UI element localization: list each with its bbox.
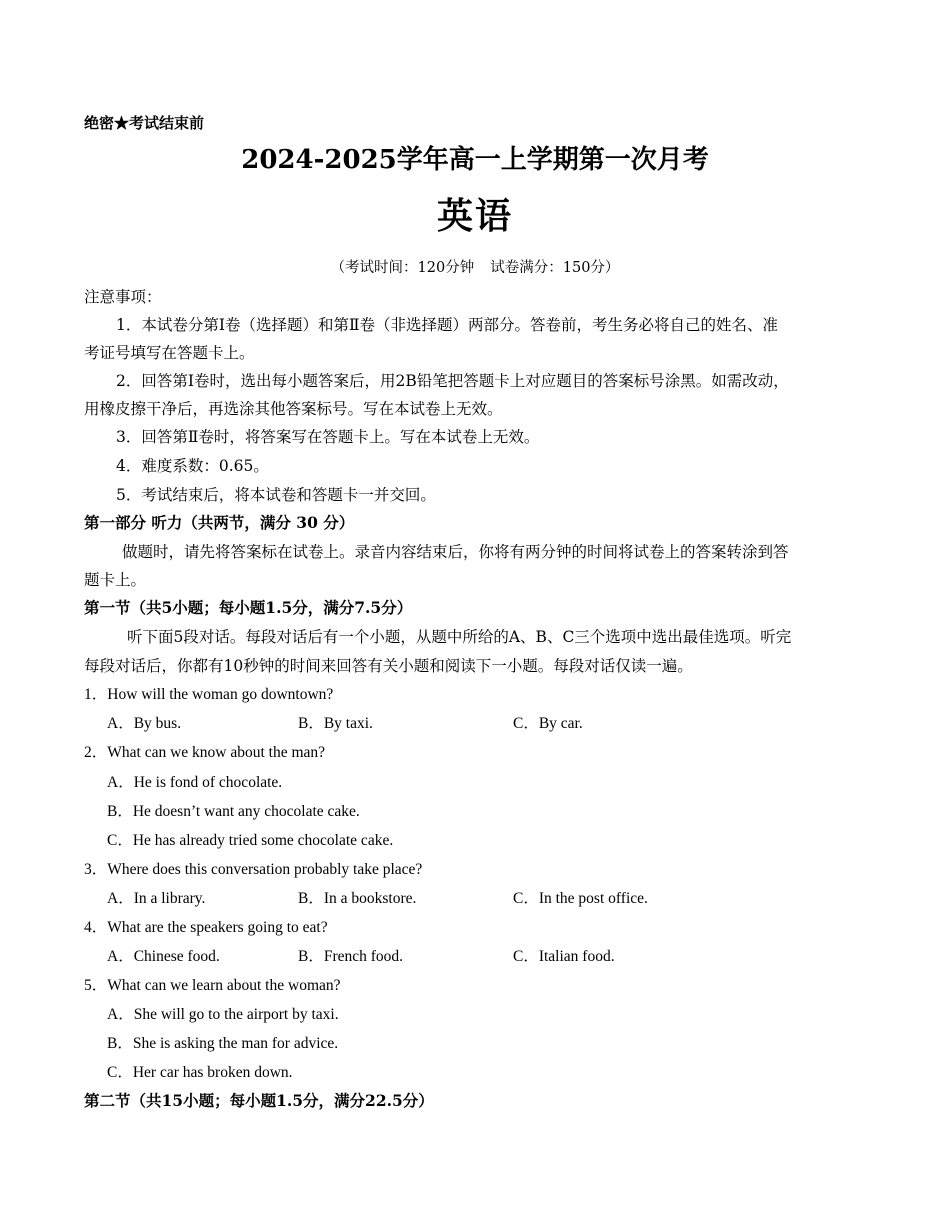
part1-heading: 第一部分 听力（共两节，满分 30 分） [84, 513, 355, 532]
subject-title: 英语 [436, 195, 513, 237]
exam-meta [0, 256, 950, 277]
option-b: B．French food. [298, 948, 404, 965]
part1-intro: 做题时，请先将答案标在试卷上。录音内容结束后，你将有两分钟的时间将试卷上的答案转涂到答 [122, 543, 789, 561]
option-b: B．She is asking the man for advice. [107, 1035, 339, 1052]
notice-item: 1．本试卷分第Ⅰ卷（选择题）和第Ⅱ卷（非选择题）两部分。答卷前，考生务必将自己的姓名、准 [116, 316, 779, 334]
option-a: A．Chinese food. [107, 948, 220, 965]
option-c: C．Her car has broken down. [107, 1064, 293, 1081]
option-c: C．Italian food. [513, 948, 615, 965]
question-stem: 3．Where does this conversation probably take place? [84, 861, 423, 878]
confidential-label: 绝密★考试结束前 [84, 114, 205, 132]
section1-heading: 第一节（共5小题；每小题1.5分，满分7.5分） [84, 598, 413, 617]
notice-item: 2．回答第Ⅰ卷时，选出每小题答案后，用2B铅笔把答题卡上对应题目的答案标号涂黑。如需改动， [116, 372, 789, 390]
notice-item: 4．难度系数：0.65。 [116, 457, 269, 475]
question-stem: 2．What can we know about the man? [84, 744, 326, 761]
notice-item: 3．回答第Ⅱ卷时，将答案写在答题卡上。写在本试卷上无效。 [116, 428, 540, 446]
option-b: B．By taxi. [298, 715, 373, 732]
notice-item: 用橡皮擦干净后，再选涂其他答案标号。写在本试卷上无效。 [84, 400, 503, 418]
section1-intro: 每段对话后，你都有10秒钟的时间来回答有关小题和阅读下一小题。每段对话仅读一遍。 [84, 657, 693, 675]
option-c: C．In the post office. [513, 890, 648, 907]
option-a: A．She will go to the airport by taxi. [107, 1006, 339, 1023]
part1-intro: 题卡上。 [84, 571, 147, 589]
question-stem: 4．What are the speakers going to eat? [84, 919, 328, 936]
notice-item: 5．考试结束后，将本试卷和答题卡一并交回。 [116, 486, 436, 504]
notice-item: 考证号填写在答题卡上。 [84, 344, 255, 362]
section1-intro: 听下面5段对话。每段对话后有一个小题，从题中所给的A、B、C三个选项中选出最佳选项。听完 [127, 628, 792, 646]
option-a: A．He is fond of chocolate. [107, 774, 283, 791]
exam-title: 2024-2025学年高一上学期第一次月考 [241, 145, 709, 175]
option-a: A．By bus. [107, 715, 182, 732]
question-stem: 1．How will the woman go downtown? [84, 686, 334, 703]
option-a: A．In a library. [107, 890, 206, 907]
question-stem: 5．What can we learn about the woman? [84, 977, 341, 994]
exam-score: 试卷满分：150分） [490, 260, 620, 276]
option-c: C．He has already tried some chocolate cake. [107, 832, 394, 849]
option-b: B．In a bookstore. [298, 890, 417, 907]
option-b: B．He doesn’t want any chocolate cake. [107, 803, 360, 820]
notice-heading: 注意事项： [84, 288, 162, 306]
exam-time: （考试时间：120分钟 [330, 260, 475, 276]
section2-heading: 第二节（共15小题；每小题1.5分，满分22.5分） [84, 1091, 434, 1110]
option-c: C．By car. [513, 715, 583, 732]
